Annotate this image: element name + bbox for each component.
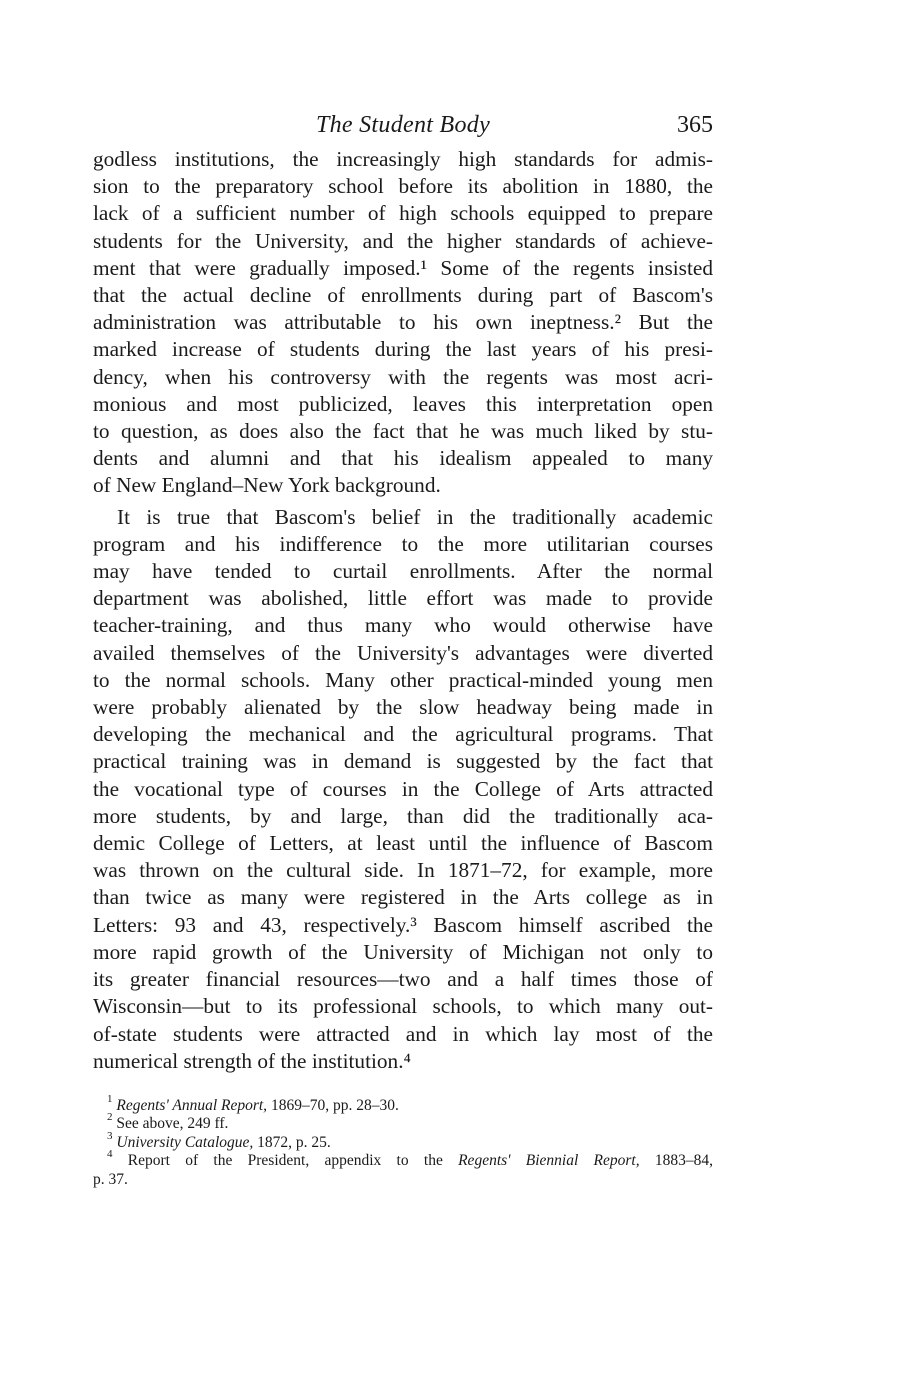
text-line: department was abolished, little effort was made to provide <box>93 586 713 611</box>
footnote-text: 1872, p. 25. <box>253 1133 331 1151</box>
footnote-text: See above, 249 ff. <box>116 1115 229 1133</box>
text-line: lack of a sufficient number of high schools equipped to prepare <box>93 201 713 226</box>
text-line: were probably alienated by the slow headway being made in <box>93 695 713 720</box>
text-line: sion to the preparatory school before its abolition in 1880, the <box>93 174 713 199</box>
footnote-source: Regents' Annual Report, <box>116 1096 268 1114</box>
text-line: Letters: 93 and 43, respectively.³ Bascom himself ascribed the <box>93 912 713 937</box>
book-page <box>93 112 713 1189</box>
footnote-marker: 1 <box>107 1092 113 1105</box>
text-line: the vocational type of courses in the College of Arts attracted <box>93 776 713 801</box>
paragraph-1 <box>93 146 713 500</box>
text-line: demic College of Letters, at least until the influence of Bascom <box>93 831 713 856</box>
running-head <box>93 112 713 146</box>
text-line: practical training was in demand is suggested by the fact that <box>93 749 713 774</box>
text-line: It is true that Bascom's belief in the traditionally academic <box>117 504 713 529</box>
footnote-text: Report of the President, appendix to the <box>127 1152 459 1170</box>
footnotes <box>93 1092 714 1190</box>
text-line: its greater financial resources—two and a half times those of <box>93 967 713 992</box>
text-line: than twice as many were registered in the Arts college as in <box>93 885 713 910</box>
footnote-source: University Catalogue, <box>116 1133 254 1151</box>
footnote-3 <box>93 1129 713 1153</box>
text-line: teacher-training, and thus many who would otherwise have <box>93 613 713 638</box>
footnote-text: 1883–84, <box>639 1152 714 1170</box>
text-line: Wisconsin—but to its professional schools, to which many out- <box>93 994 713 1019</box>
footnote-4 <box>93 1148 714 1171</box>
text-line: may have tended to curtail enrollments. After the normal <box>93 559 713 584</box>
running-title: The Student Body <box>315 112 491 138</box>
footnote-4-continuation: p. 37. <box>93 1170 128 1188</box>
body-text <box>93 146 713 1075</box>
text-line: of New England–New York background. <box>93 473 441 498</box>
text-line: ment that were gradually imposed.¹ Some of the regents insisted <box>93 255 713 280</box>
text-line: administration was attributable to his own ineptness.² But the <box>93 310 713 335</box>
text-line: godless institutions, the increasingly high standards for admis- <box>93 147 713 171</box>
text-line: to the normal schools. Many other practical-minded young men <box>93 667 713 692</box>
text-line: developing the mechanical and the agricultural programs. That <box>93 722 713 747</box>
footnote-1 <box>93 1092 713 1116</box>
footnote-source: Regents' Biennial Report, <box>458 1152 640 1170</box>
text-line: marked increase of students during the last years of his presi- <box>93 337 713 362</box>
text-line: to question, as does also the fact that he was much liked by stu- <box>93 419 713 444</box>
text-line: dents and alumni and that his idealism appealed to many <box>93 446 713 471</box>
page-number: 365 <box>677 112 713 138</box>
footnote-marker: 2 <box>107 1111 113 1124</box>
text-line: dency, when his controversy with the regents was most acri- <box>93 364 713 389</box>
footnote-marker: 3 <box>107 1129 113 1142</box>
text-line: was thrown on the cultural side. In 1871–72, for example, more <box>93 858 713 883</box>
text-line: more rapid growth of the University of Michigan not only to <box>93 939 713 964</box>
text-line: numerical strength of the institution.⁴ <box>93 1048 411 1073</box>
footnote-marker: 4 <box>107 1148 113 1161</box>
text-line: of-state students were attracted and in which lay most of the <box>93 1021 713 1046</box>
text-line: that the actual decline of enrollments during part of Bascom's <box>93 283 713 308</box>
footnote-text: 1869–70, pp. 28–30. <box>267 1096 399 1114</box>
footnote-2 <box>93 1111 713 1134</box>
text-line: students for the University, and the higher standards of achieve- <box>93 228 713 253</box>
text-line: program and his indifference to the more utilitarian courses <box>93 531 713 556</box>
text-line: monious and most publicized, leaves this interpretation open <box>93 391 713 416</box>
text-line: more students, by and large, than did the traditionally aca- <box>93 803 713 828</box>
paragraph-2 <box>93 504 713 1075</box>
text-line: availed themselves of the University's advantages were diverted <box>93 640 713 665</box>
